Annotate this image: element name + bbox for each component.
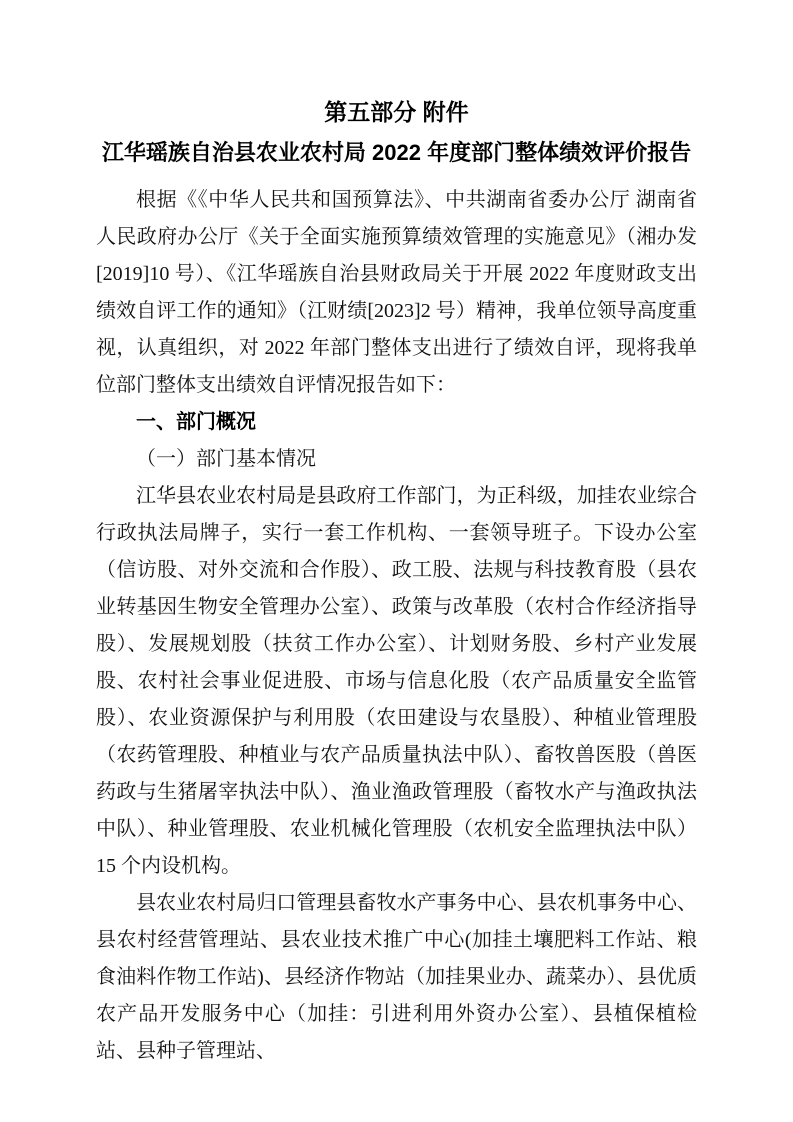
section-1-1-heading: （一）部门基本情况 xyxy=(136,448,316,470)
report-title: 江华瑶族自治县农业农村局 2022 年度部门整体绩效评价报告 xyxy=(101,140,692,165)
intro-paragraph: 根据《《中华人民共和国预算法》、中共湖南省委办公厅 湖南省人民政府办公厅《关于全面实施预算绩效管理的实施意见》（湘办发[2019]10 号）、《江华瑶族自治县财政局关于开展 2022 年度财政支出绩效自评工作的通知》（江财绩[2023]2 号）精神，我单位领导高度重视，认真组织，对 2022 年部门整体支出进行了绩效自评，现将我单位部门整体支出绩效自评情况报告如下： xyxy=(96,189,697,396)
section-1-heading: 一、部门概况 xyxy=(136,411,256,433)
part-title: 第五部分 附件 xyxy=(324,99,469,125)
managed-units-paragraph: 县农业农村局归口管理县畜牧水产事务中心、县农机事务中心、县农村经营管理站、县农业技术推广中心(加挂土壤肥料工作站、粮食油料作物工作站)、县经济作物站（加挂果业办、蔬菜办）、县优质农产品开发服务中心（加挂：引进利用外资办公室）、县植保植检站、县种子管理站、 xyxy=(96,892,697,1062)
dept-overview-paragraph: 江华县农业农村局是县政府工作部门，为正科级，加挂农业综合行政执法局牌子，实行一套工作机构、一套领导班子。下设办公室（信访股、对外交流和合作股）、政工股、法规与科技教育股（县农业转基因生物安全管理办公室）、政策与改革股（农村合作经济指导股）、发展规划股（扶贫工作办公室）、计划财务股、乡村产业发展股、农村社会事业促进股、市场与信息化股（农产品质量安全监管股）、农业资源保护与利用股（农田建设与农垦股）、种植业管理股（农药管理股、种植业与农产品质量执法中队）、畜牧兽医股（兽医药政与生猪屠宰执法中队）、渔业渔政管理股（畜牧水产与渔政执法中队）、种业管理股、农业机械化管理股（农机安全监理执法中队）15 个内设机构。 xyxy=(96,485,697,877)
